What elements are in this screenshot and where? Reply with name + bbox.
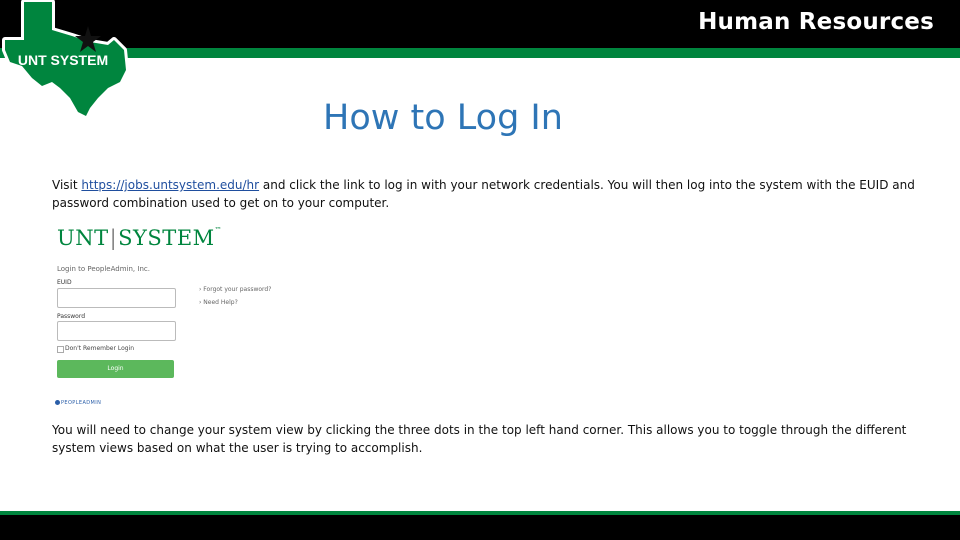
peopleadmin-brand bbox=[55, 400, 101, 406]
need-help-link[interactable]: › Need Help? bbox=[199, 299, 238, 306]
logo-trademark: ™ bbox=[214, 226, 223, 234]
header-green-stripe bbox=[0, 48, 960, 58]
password-input[interactable] bbox=[57, 321, 176, 341]
forgot-password-link[interactable]: › Forgot your password? bbox=[199, 286, 272, 293]
logo-text: UNT SYSTEM bbox=[17, 52, 109, 68]
remember-login-checkbox[interactable] bbox=[57, 346, 64, 353]
password-label: Password bbox=[57, 313, 86, 320]
peopleadmin-brand-text: PEOPLEADMIN bbox=[61, 400, 102, 406]
paragraph-visit-prefix: Visit bbox=[52, 178, 82, 192]
login-screenshot bbox=[52, 220, 282, 415]
paragraph-system-view: You will need to change your system view by clicking the three dots in the top left hand corner. This allows you to toggle through the different system views based on what the user is trying to accomplish. bbox=[52, 423, 907, 455]
euid-input[interactable] bbox=[57, 288, 176, 308]
login-unt-system-logo bbox=[57, 226, 222, 250]
logo-divider: | bbox=[109, 226, 118, 250]
paragraph-visit-suffix: and click the link to log in with your network credentials. You will then log into the system with the EUID and password combination used to get on to your computer. bbox=[52, 178, 915, 210]
login-button[interactable]: Login bbox=[57, 360, 174, 378]
remember-login-label: Don't Remember Login bbox=[65, 345, 135, 352]
logo-unt: UNT bbox=[57, 226, 109, 250]
section-title: Human Resources bbox=[698, 9, 934, 35]
slide-title: How to Log In bbox=[323, 98, 563, 138]
login-subtitle: Login to PeopleAdmin, Inc. bbox=[57, 265, 150, 273]
logo-system: SYSTEM bbox=[118, 226, 215, 250]
footer-bar bbox=[0, 515, 960, 540]
euid-label: EUID bbox=[57, 279, 72, 286]
peopleadmin-logo-icon bbox=[55, 400, 60, 405]
jobs-link[interactable]: https://jobs.untsystem.edu/hr bbox=[81, 178, 260, 192]
paragraph-visit bbox=[52, 176, 942, 212]
